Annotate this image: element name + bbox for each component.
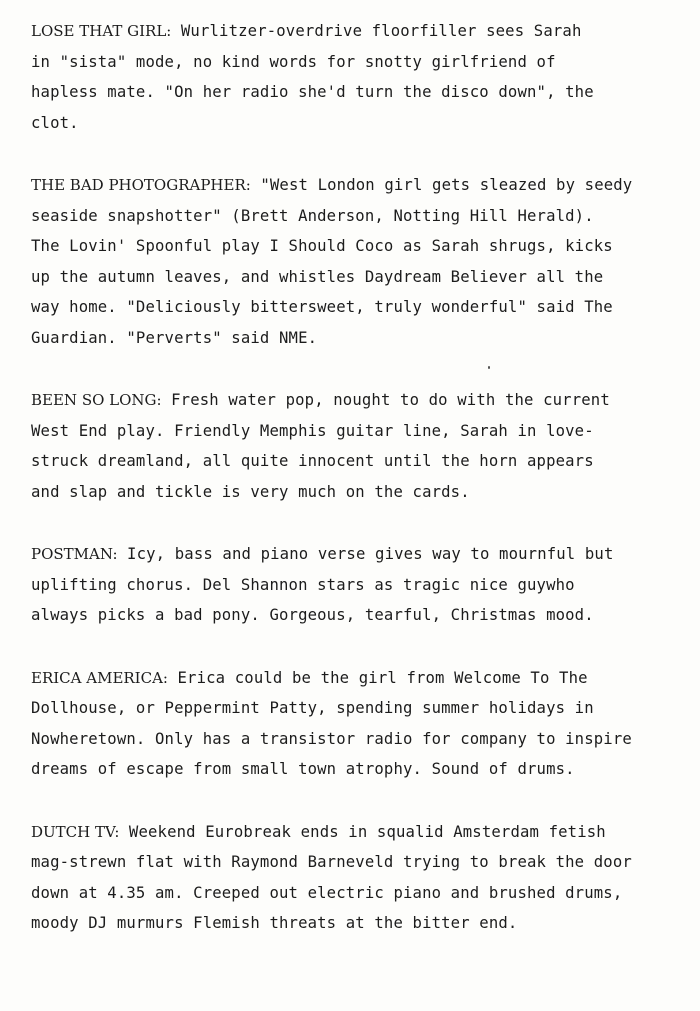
track-entry-the-bad-photographer bbox=[31, 170, 680, 353]
entry-line: seaside snapshotter" (Brett Anderson, Notting Hill Herald). bbox=[31, 206, 594, 225]
entry-line: uplifting chorus. Del Shannon stars as tragic nice guywho bbox=[31, 575, 575, 594]
track-title: BEEN SO LONG: bbox=[31, 391, 162, 409]
track-title: ERICA AMERICA: bbox=[31, 668, 168, 687]
entry-line: Dollhouse, or Peppermint Patty, spending summer holidays in bbox=[31, 699, 594, 717]
entry-line: up the autumn leaves, and whistles Daydream Believer all the bbox=[31, 267, 604, 286]
entry-line: The Lovin' Spoonful play I Should Coco as Sarah shrugs, kicks bbox=[31, 237, 613, 255]
track-title: THE BAD PHOTOGRAPHER: bbox=[31, 176, 251, 194]
entry-line: Nowheretown. Only has a transistor radio for company to inspire bbox=[31, 729, 632, 748]
entry-line: mag-strewn flat with Raymond Barneveld trying to break the door bbox=[31, 853, 632, 871]
entry-line: way home. "Deliciously bittersweet, truly wonderful" said The bbox=[31, 298, 613, 316]
track-entry-erica-america bbox=[31, 663, 680, 785]
entry-text: Erica could be the girl from Welcome To The bbox=[167, 668, 588, 687]
track-title: POSTMAN: bbox=[31, 545, 118, 563]
entry-line: down at 4.35 am. Creeped out electric piano and brushed drums, bbox=[31, 883, 623, 902]
entry-line: always picks a bad pony. Gorgeous, tearful, Christmas mood. bbox=[31, 606, 594, 624]
entry-line bbox=[31, 539, 680, 570]
paper-speck bbox=[488, 366, 490, 369]
entry-line: West End play. Friendly Memphis guitar line, Sarah in love- bbox=[31, 421, 594, 440]
track-entry-been-so-long bbox=[31, 385, 680, 507]
entry-line: hapless mate. "On her radio she'd turn the disco down", the bbox=[31, 83, 594, 101]
track-entry-dutch-tv bbox=[31, 817, 680, 939]
entry-line bbox=[31, 16, 680, 47]
entry-line bbox=[31, 817, 680, 848]
entry-line bbox=[31, 663, 680, 694]
entry-line: Guardian. "Perverts" said NME. bbox=[31, 328, 318, 347]
track-entry-postman bbox=[31, 539, 680, 631]
entry-text: Weekend Eurobreak ends in squalid Amsterdam fetish bbox=[119, 822, 606, 841]
entry-line: moody DJ murmurs Flemish threats at the bitter end. bbox=[31, 914, 518, 932]
entry-line: clot. bbox=[31, 113, 79, 132]
track-title: LOSE THAT GIRL: bbox=[31, 22, 172, 40]
entry-line: struck dreamland, all quite innocent until the horn appears bbox=[31, 452, 594, 470]
entry-line bbox=[31, 170, 680, 201]
entry-line: dreams of escape from small town atrophy. Sound of drums. bbox=[31, 760, 575, 778]
entry-text: "West London girl gets sleazed by seedy bbox=[250, 176, 633, 194]
entry-text: Wurlitzer-overdrive floorfiller sees Sarah bbox=[171, 22, 582, 40]
entry-line: and slap and tickle is very much on the cards. bbox=[31, 482, 470, 501]
entry-text: Icy, bass and piano verse gives way to mournful but bbox=[117, 545, 614, 563]
track-title: DUTCH TV: bbox=[31, 822, 120, 841]
entry-text: Fresh water pop, nought to do with the current bbox=[161, 391, 610, 409]
entry-line: in "sista" mode, no kind words for snotty girlfriend of bbox=[31, 52, 556, 71]
entry-line bbox=[31, 385, 680, 416]
track-entry-lose-that-girl bbox=[31, 16, 680, 138]
